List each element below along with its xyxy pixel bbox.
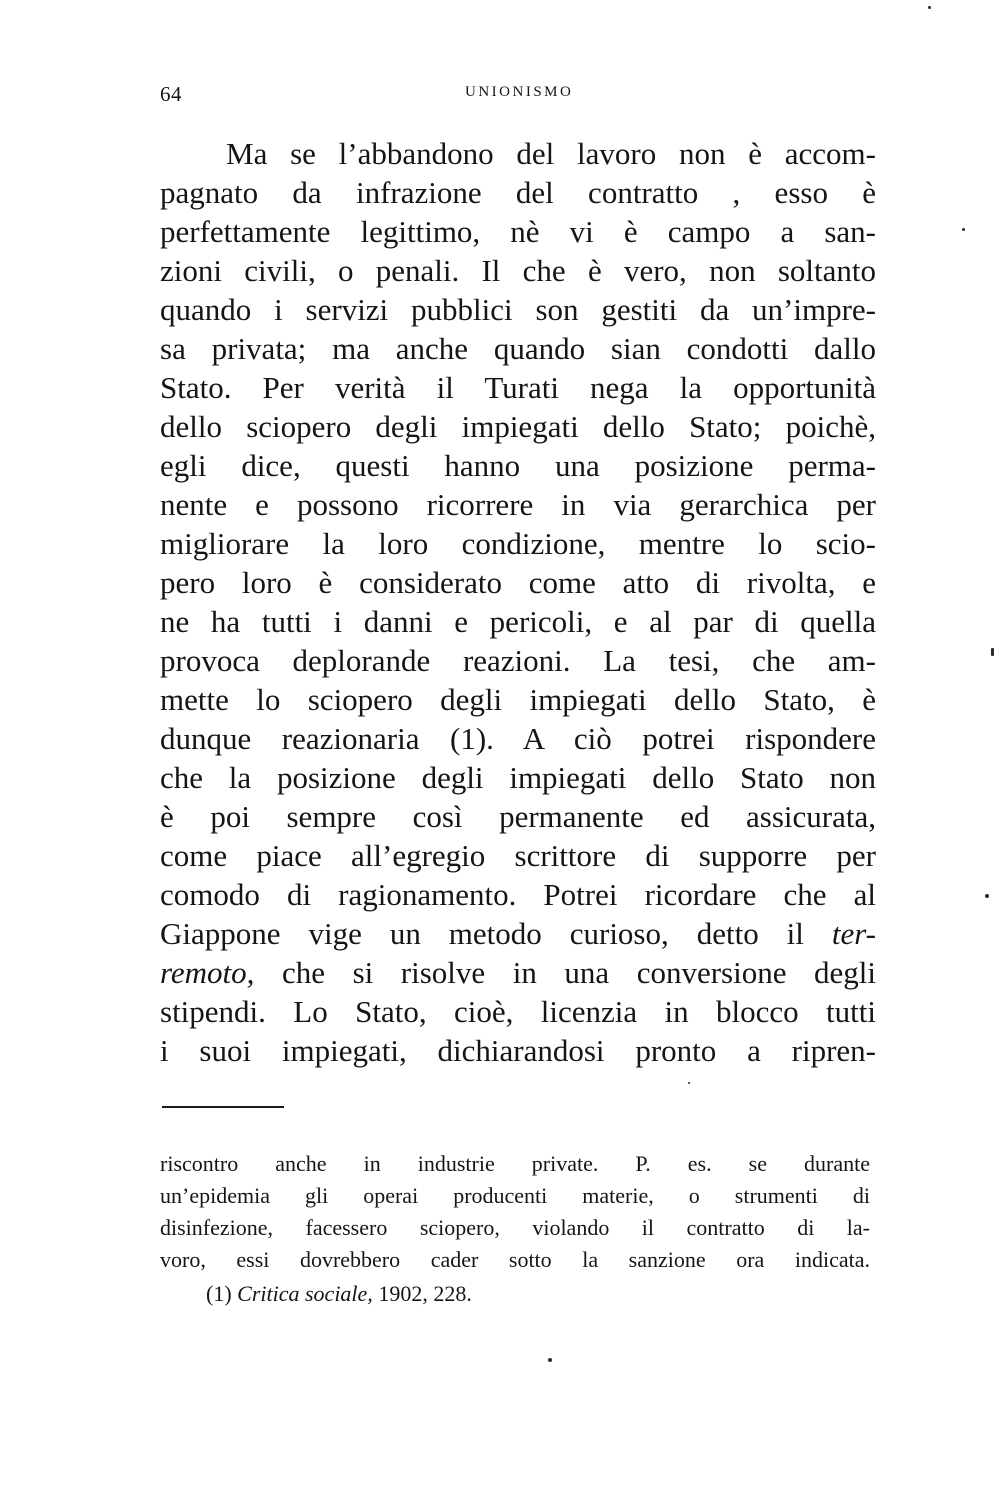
text-line: pero loro è considerato come atto di rivolta, e	[160, 565, 876, 600]
footnote-rule	[162, 1106, 284, 1108]
footnote-line: disinfezione, facessero sciopero, violando il contratto di la-	[160, 1215, 870, 1240]
text-line: zioni civili, o penali. Il che è vero, non soltanto	[160, 253, 876, 288]
text-line	[160, 953, 876, 992]
text-line: stipendi. Lo Stato, cioè, licenzia in blocco tutti	[160, 994, 876, 1029]
running-head	[160, 82, 870, 112]
italic-term: ter-	[831, 916, 876, 951]
text-line: Stato. Per verità il Turati nega la opportunità	[160, 370, 876, 405]
running-title: UNIONISMO	[465, 84, 574, 100]
footnote-source-title: Critica sociale,	[237, 1281, 373, 1306]
text-line: mette lo sciopero degli impiegati dello Stato, è	[160, 682, 876, 717]
text-line: pagnato da infrazione del contratto , esso è	[160, 175, 876, 210]
footnote-line: voro, essi dovrebbero cader sotto la sanzione ora indicata.	[160, 1247, 870, 1272]
text-line: perfettamente legittimo, nè vi è campo a san-	[160, 214, 876, 249]
text-line: provoca deplorande reazioni. La tesi, che am-	[160, 643, 876, 678]
text-line: i suoi impiegati, dichiarandosi pronto a ripren-	[160, 1033, 876, 1068]
text-line: dunque reazionaria (1). A ciò potrei rispondere	[160, 721, 876, 756]
body-text	[160, 134, 876, 1070]
footnote-1	[160, 1278, 870, 1310]
text-line: nente e possono ricorrere in via gerarchica per	[160, 487, 876, 522]
text-line: che la posizione degli impiegati dello Stato non	[160, 760, 876, 795]
italic-term: remoto,	[160, 955, 255, 990]
text-line	[160, 914, 876, 953]
text-line: migliorare la loro condizione, mentre lo scio-	[160, 526, 876, 561]
footnote-line: riscontro anche in industrie private. P. es. se durante	[160, 1151, 870, 1176]
text-line: egli dice, questi hanno una posizione perma-	[160, 448, 876, 483]
page-number: 64	[160, 82, 182, 106]
text-line: è poi sempre così permanente ed assicurata,	[160, 799, 876, 834]
footnote-source-detail: 1902, 228.	[378, 1281, 472, 1306]
text-line: comodo di ragionamento. Potrei ricordare che al	[160, 877, 876, 912]
text-line: quando i servizi pubblici son gestiti da un’impre-	[160, 292, 876, 327]
text-line: come piace all’egregio scrittore di supporre per	[160, 838, 876, 873]
footnote-marker: (1)	[206, 1281, 232, 1306]
text-line: dello sciopero degli impiegati dello Stato; poichè,	[160, 409, 876, 444]
text-line: sa privata; ma anche quando sian condotti dallo	[160, 331, 876, 366]
text-segment: Giappone vige un metodo curioso, detto il	[160, 916, 804, 951]
text-segment: che si risolve in una conversione degli	[282, 955, 877, 990]
text-line: ne ha tutti i danni e pericoli, e al par di quella	[160, 604, 876, 639]
text-line: Ma se l’abbandono del lavoro non è accom-	[226, 136, 876, 171]
footnote-line: un’epidemia gli operai producenti materie, o strumenti di	[160, 1183, 870, 1208]
footnotes	[160, 1148, 870, 1310]
